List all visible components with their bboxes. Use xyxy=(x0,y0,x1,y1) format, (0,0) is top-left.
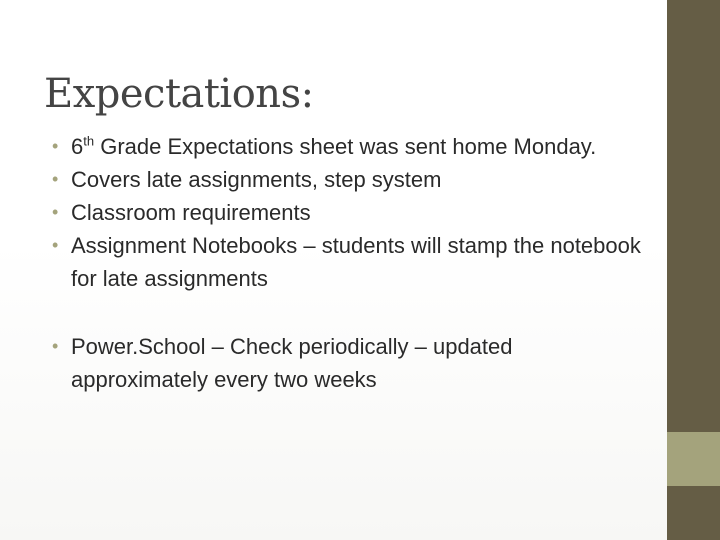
bullet-item xyxy=(52,229,652,295)
bullet-text: Grade Expectations sheet was sent home Monday. xyxy=(94,134,597,159)
bullet-item xyxy=(52,196,652,229)
bullet-superscript: th xyxy=(83,133,95,149)
slide-title: Expectations: xyxy=(44,70,314,117)
bullet-dot-icon: • xyxy=(52,202,59,222)
decorative-sidebar-accent xyxy=(667,432,720,486)
bullet-dot-icon: • xyxy=(52,235,59,255)
bullet-item xyxy=(52,330,652,396)
bullet-text: Assignment Notebooks – students will stamp the notebook for late assignments xyxy=(71,233,641,291)
bullet-dot-icon: • xyxy=(52,336,59,356)
bullet-text: Power.School – Check periodically – updated approximately every two weeks xyxy=(71,334,513,392)
bullet-list xyxy=(52,130,652,396)
bullet-text: Classroom requirements xyxy=(71,200,311,225)
bullet-item xyxy=(52,130,652,163)
bullet-dot-icon: • xyxy=(52,136,59,156)
bullet-text: Covers late assignments, step system xyxy=(71,167,442,192)
bullet-text-prefix: 6 xyxy=(71,134,84,159)
bullet-dot-icon: • xyxy=(52,169,59,189)
bullet-item xyxy=(52,163,652,196)
